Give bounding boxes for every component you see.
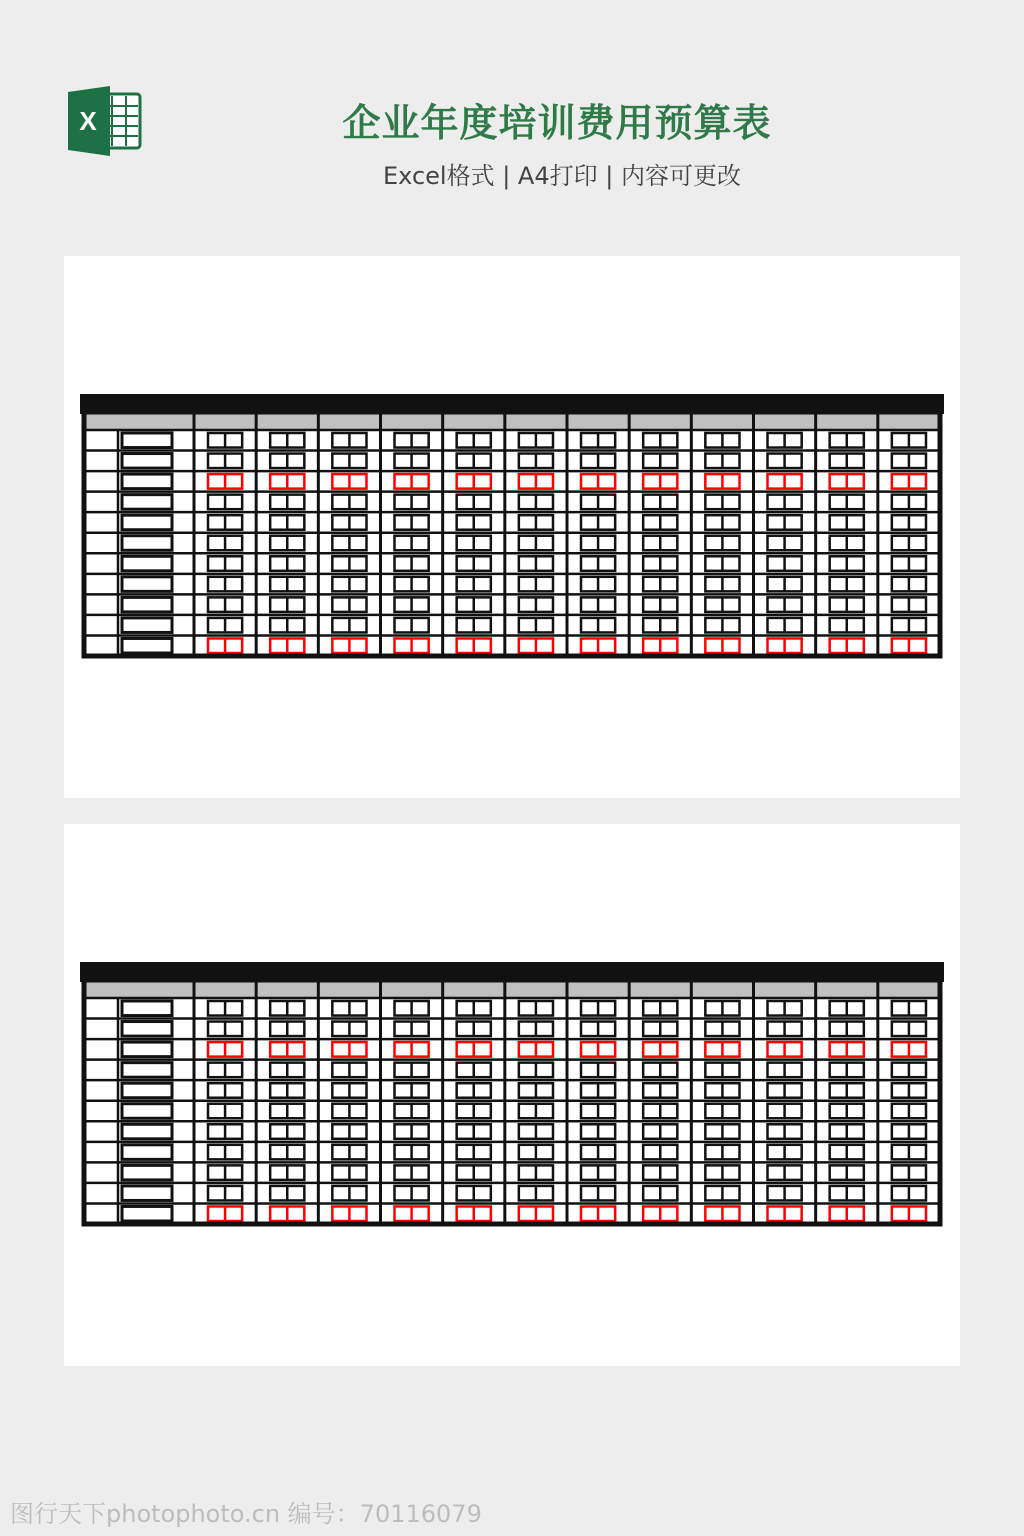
sheet-cell [581,1124,615,1139]
sheet-cell [581,1186,615,1201]
sheet-cell [768,1063,802,1078]
sheet-cell [581,1206,615,1221]
sheet-cell [332,474,366,489]
row-label-glyph [122,1083,172,1098]
sheet-cell [208,1063,242,1078]
sheet-cell [457,1001,491,1016]
sheet-cell [892,618,926,633]
sheet-cell [581,556,615,571]
sheet-cell [395,536,429,551]
sheet-cell [830,1124,864,1139]
sheet-cell [332,1186,366,1201]
watermark-text: 图行天下photophoto.cn 编号：70116079 [10,1500,482,1528]
sheet-cell [208,1206,242,1221]
sheet-cell [270,1083,304,1098]
sheet-cell [332,536,366,551]
spreadsheet-thumbnail [80,962,944,1232]
sheet-cell [581,618,615,633]
sheet-cell [643,1104,677,1119]
sheet-cell [768,1001,802,1016]
row-label-glyph [122,1124,172,1139]
sheet-cell [768,536,802,551]
sheet-cell [332,1083,366,1098]
sheet-cell [830,495,864,510]
sheet-cell [705,1186,739,1201]
sheet-cell [457,556,491,571]
sheet-cell [768,454,802,469]
row-label-glyph [122,433,172,448]
sheet-cell [643,474,677,489]
sheet-cell [892,1124,926,1139]
sheet-cell [830,556,864,571]
sheet-cell [270,1124,304,1139]
sheet-cell [892,495,926,510]
row-label-glyph [122,1145,172,1160]
sheet-cell [519,1186,553,1201]
page-subtitle: Excel格式 | A4打印 | 内容可更改 [383,162,741,190]
sheet-cell [270,1206,304,1221]
sheet-cell [705,1165,739,1180]
sheet-cell [519,618,553,633]
sheet-header-row [84,412,940,430]
sheet-cell [519,597,553,612]
sheet-cell [892,474,926,489]
page-title: 企业年度培训费用预算表 [342,101,772,145]
sheet-cell [270,556,304,571]
sheet-cell [830,618,864,633]
sheet-cell [830,536,864,551]
sheet-cell [332,577,366,592]
sheet-cell [395,433,429,448]
sheet-cell [519,1083,553,1098]
sheet-cell [208,577,242,592]
sheet-cell [830,474,864,489]
sheet-cell [830,515,864,530]
sheet-cell [457,474,491,489]
row-label-glyph [122,1206,172,1221]
row-label-glyph [122,474,172,489]
sheet-cell [830,1206,864,1221]
sheet-cell [768,618,802,633]
sheet-cell [270,536,304,551]
spreadsheet-thumbnail [80,394,944,664]
sheet-cell [332,597,366,612]
sheet-cell [332,495,366,510]
row-label-glyph [122,495,172,510]
sheet-cell [395,1124,429,1139]
sheet-cell [270,1042,304,1057]
sheet-cell [395,1063,429,1078]
sheet-cell [270,638,304,653]
sheet-cell [270,618,304,633]
sheet-cell [830,1186,864,1201]
sheet-cell [519,454,553,469]
sheet-cell [768,638,802,653]
sheet-cell [581,515,615,530]
row-label-glyph [122,1001,172,1016]
sheet-cell [581,1063,615,1078]
sheet-cell [519,638,553,653]
sheet-cell [581,577,615,592]
sheet-cell [643,1124,677,1139]
sheet-cell [705,556,739,571]
sheet-cell [457,1104,491,1119]
sheet-cell [643,1083,677,1098]
sheet-cell [643,1165,677,1180]
sheet-cell [643,1063,677,1078]
sheet-cell [457,1145,491,1160]
sheet-cell [208,515,242,530]
sheet-cell [643,1001,677,1016]
row-label-glyph [122,1165,172,1180]
sheet-cell [892,1165,926,1180]
sheet-cell [519,1022,553,1037]
sheet-cell [830,1063,864,1078]
sheet-cell [208,638,242,653]
sheet-cell [519,433,553,448]
sheet-preview-page-1 [64,256,960,798]
sheet-cell [768,1186,802,1201]
sheet-cell [705,1083,739,1098]
sheet-cell [892,577,926,592]
sheet-cell [830,1083,864,1098]
sheet-cell [705,1001,739,1016]
sheet-cell [830,433,864,448]
sheet-cell [395,597,429,612]
sheet-cell [332,1206,366,1221]
sheet-cell [208,556,242,571]
sheet-cell [581,495,615,510]
sheet-cell [332,515,366,530]
sheet-cell [581,474,615,489]
sheet-cell [892,536,926,551]
sheet-cell [332,1165,366,1180]
sheet-cell [457,1042,491,1057]
sheet-cell [705,1063,739,1078]
row-label-glyph [122,1186,172,1201]
sheet-cell [705,577,739,592]
sheet-cell [457,1063,491,1078]
sheet-cell [395,1206,429,1221]
sheet-cell [208,536,242,551]
sheet-cell [581,638,615,653]
sheet-cell [768,597,802,612]
sheet-cell [270,1001,304,1016]
sheet-cell [519,1042,553,1057]
sheet-cell [332,1042,366,1057]
sheet-cell [270,577,304,592]
sheet-cell [332,1104,366,1119]
sheet-cell [705,1145,739,1160]
sheet-cell [332,1145,366,1160]
sheet-cell [768,577,802,592]
sheet-cell [705,1206,739,1221]
sheet-cell [208,1042,242,1057]
sheet-cell [395,495,429,510]
sheet-cell [457,1186,491,1201]
sheet-cell [830,638,864,653]
sheet-cell [892,1083,926,1098]
sheet-cell [457,454,491,469]
sheet-cell [208,1104,242,1119]
sheet-cell [208,495,242,510]
sheet-cell [581,1165,615,1180]
sheet-cell [643,556,677,571]
sheet-cell [395,1104,429,1119]
sheet-cell [457,597,491,612]
sheet-cell [395,1022,429,1037]
sheet-cell [892,515,926,530]
sheet-cell [457,1206,491,1221]
sheet-cell [705,1104,739,1119]
sheet-cell [395,1083,429,1098]
sheet-cell [457,495,491,510]
sheet-cell [830,1145,864,1160]
row-label-glyph [122,1104,172,1119]
sheet-cell [270,495,304,510]
sheet-cell [270,1022,304,1037]
sheet-cell [395,515,429,530]
sheet-cell [830,597,864,612]
sheet-cell [208,597,242,612]
sheet-cell [457,515,491,530]
sheet-cell [395,454,429,469]
sheet-cell [705,515,739,530]
sheet-cell [705,1042,739,1057]
sheet-cell [768,495,802,510]
row-label-glyph [122,638,172,653]
sheet-cell [208,618,242,633]
sheet-cell [892,1063,926,1078]
sheet-cell [519,495,553,510]
sheet-cell [643,597,677,612]
sheet-cell [768,1145,802,1160]
sheet-cell [457,638,491,653]
sheet-cell [705,454,739,469]
row-label-glyph [122,1022,172,1037]
sheet-cell [270,474,304,489]
sheet-cell [332,1001,366,1016]
sheet-cell [457,618,491,633]
sheet-cell [457,1124,491,1139]
sheet-cell [705,536,739,551]
sheet-cell [643,515,677,530]
sheet-cell [768,474,802,489]
sheet-cell [395,1042,429,1057]
row-label-glyph [122,556,172,571]
sheet-cell [705,638,739,653]
sheet-cell [643,1206,677,1221]
sheet-cell [270,1165,304,1180]
sheet-cell [892,454,926,469]
sheet-cell [643,618,677,633]
sheet-cell [768,1124,802,1139]
excel-logo-letter: X [79,106,97,136]
sheet-cell [457,1083,491,1098]
sheet-cell [395,577,429,592]
sheet-cell [705,618,739,633]
sheet-cell [830,454,864,469]
sheet-cell [643,433,677,448]
sheet-cell [705,433,739,448]
sheet-cell [208,1001,242,1016]
sheet-cell [270,1186,304,1201]
sheet-cell [270,454,304,469]
row-label-glyph [122,1063,172,1078]
sheet-cell [892,1145,926,1160]
sheet-cell [395,1001,429,1016]
row-label-glyph [122,515,172,530]
sheet-cell [581,1083,615,1098]
sheet-cell [892,638,926,653]
sheet-cell [643,454,677,469]
sheet-cell [768,1083,802,1098]
sheet-cell [892,1042,926,1057]
row-label-glyph [122,597,172,612]
sheet-cell [395,1145,429,1160]
sheet-cell [332,1022,366,1037]
sheet-cell [892,597,926,612]
sheet-cell [768,1022,802,1037]
sheet-cell [581,1001,615,1016]
sheet-cell [208,1186,242,1201]
sheet-cell [270,433,304,448]
sheet-cell [705,1124,739,1139]
sheet-cell [519,536,553,551]
row-label-glyph [122,618,172,633]
sheet-cell [581,1104,615,1119]
sheet-cell [332,1063,366,1078]
sheet-cell [830,1022,864,1037]
sheet-cell [519,474,553,489]
sheet-cell [643,536,677,551]
sheet-cell [892,556,926,571]
sheet-cell [395,638,429,653]
sheet-cell [581,536,615,551]
sheet-cell [643,577,677,592]
sheet-cell [892,1186,926,1201]
sheet-cell [581,597,615,612]
sheet-cell [208,1022,242,1037]
sheet-cell [892,1206,926,1221]
sheet-cell [830,577,864,592]
sheet-cell [830,1104,864,1119]
sheet-cell [395,474,429,489]
sheet-cell [519,1063,553,1078]
sheet-cell [768,1165,802,1180]
row-label-glyph [122,536,172,551]
sheet-cell [270,515,304,530]
sheet-cell [208,1165,242,1180]
sheet-cell [892,1001,926,1016]
sheet-cell [581,1042,615,1057]
sheet-cell [519,1206,553,1221]
sheet-cell [581,433,615,448]
sheet-cell [332,1124,366,1139]
sheet-cell [395,1186,429,1201]
sheet-cell [457,1022,491,1037]
sheet-cell [892,433,926,448]
sheet-cell [208,1145,242,1160]
sheet-cell [270,597,304,612]
sheet-cell [643,1186,677,1201]
row-label-glyph [122,1042,172,1057]
sheet-cell [830,1042,864,1057]
sheet-cell [270,1145,304,1160]
sheet-cell [332,454,366,469]
sheet-cell [643,1042,677,1057]
sheet-cell [332,618,366,633]
sheet-cell [519,1145,553,1160]
sheet-cell [395,556,429,571]
sheet-cell [705,1022,739,1037]
sheet-cell [643,1145,677,1160]
sheet-header-row [84,980,940,998]
sheet-cell [519,1104,553,1119]
sheet-cell [519,515,553,530]
sheet-cell [768,515,802,530]
sheet-cell [643,638,677,653]
sheet-preview-page-2 [64,824,960,1366]
sheet-cell [519,1124,553,1139]
sheet-cell [768,433,802,448]
sheet-cell [581,454,615,469]
sheet-cell [208,1083,242,1098]
sheet-cell [395,1165,429,1180]
sheet-cell [208,454,242,469]
sheet-cell [892,1104,926,1119]
sheet-cell [768,556,802,571]
sheet-cell [830,1001,864,1016]
sheet-cell [208,433,242,448]
sheet-cell [768,1206,802,1221]
row-label-glyph [122,577,172,592]
sheet-cell [457,577,491,592]
sheet-cell [457,536,491,551]
sheet-cell [519,577,553,592]
sheet-cell [208,1124,242,1139]
sheet-cell [581,1022,615,1037]
sheet-cell [705,474,739,489]
sheet-cell [643,1022,677,1037]
sheet-cell [270,1063,304,1078]
sheet-cell [705,597,739,612]
sheet-cell [457,1165,491,1180]
sheet-cell [768,1104,802,1119]
sheet-cell [519,1165,553,1180]
sheet-cell [519,1001,553,1016]
sheet-cell [457,433,491,448]
sheet-cell [768,1042,802,1057]
row-label-glyph [122,454,172,469]
sheet-cell [705,495,739,510]
sheet-cell [270,1104,304,1119]
sheet-cell [332,433,366,448]
sheet-cell [208,474,242,489]
sheet-cell [643,495,677,510]
sheet-cell [581,1145,615,1160]
sheet-cell [332,638,366,653]
sheet-cell [519,556,553,571]
sheet-cell [892,1022,926,1037]
sheet-cell [332,556,366,571]
sheet-cell [395,618,429,633]
sheet-cell [830,1165,864,1180]
